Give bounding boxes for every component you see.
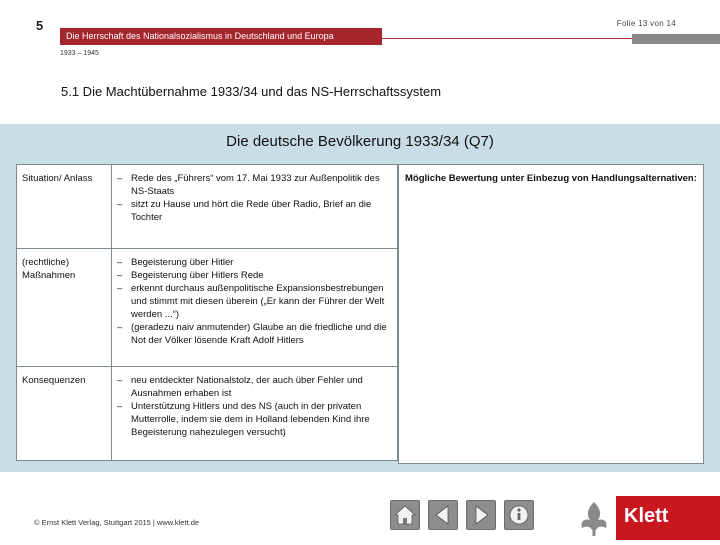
back-icon — [429, 501, 457, 529]
list-item: – erkennt durchaus außenpolitische Expansionsbestrebungen und stimmt mit diesen überein („Er kann der Führer der Welt werden ...“) — [117, 282, 392, 321]
back-button[interactable] — [428, 500, 458, 530]
list-item: – sitzt zu Hause und hört die Rede über Radio, Brief an die Tochter — [117, 198, 392, 224]
klett-logo — [572, 496, 720, 540]
list-item: – Unterstützung Hitlers und des NS (auch in der privaten Mutterrolle, indem sie dem in Holland lebenden Kind ihre Begeisterung nahezulegen versucht) — [117, 400, 392, 439]
row-content — [112, 165, 398, 249]
row-label: Situation/ Anlass — [17, 165, 112, 249]
klett-wordmark-box — [616, 496, 720, 540]
row-content — [112, 249, 398, 367]
forward-button[interactable] — [466, 500, 496, 530]
chapter-number: 5 — [36, 18, 44, 33]
list-item: – Begeisterung über Hitler — [117, 256, 392, 269]
slide-counter: Folie 13 von 14 — [616, 19, 676, 28]
table-row — [17, 249, 398, 367]
list-item: – neu entdeckter Nationalstolz, der auch über Fehler und Ausnahmen erhaben ist — [117, 374, 392, 400]
home-icon — [391, 501, 419, 529]
evaluation-label: Mögliche Bewertung unter Einbezug von Handlungsalternativen: — [405, 173, 697, 184]
analysis-table — [16, 164, 398, 461]
row-content — [112, 367, 398, 461]
list-item: – (geradezu naiv anmutender) Glaube an die friedliche und die Not der Völker lösende Kraft Adolf Hitlers — [117, 321, 392, 347]
list-item: – Begeisterung über Hitlers Rede — [117, 269, 392, 282]
copyright-notice: © Ernst Klett Verlag, Stuttgart 2015 | www.klett.de — [34, 518, 200, 527]
section-title: 5.1 Die Machtübernahme 1933/34 und das NS-Herrschaftssystem — [61, 84, 442, 99]
header-grey-bar — [632, 34, 720, 44]
chapter-dates: 1933 – 1945 — [60, 50, 99, 57]
forward-icon — [467, 501, 495, 529]
info-icon — [505, 501, 533, 529]
table-row — [17, 165, 398, 249]
info-button[interactable] — [504, 500, 534, 530]
home-button[interactable] — [390, 500, 420, 530]
content-heading: Die deutsche Bevölkerung 1933/34 (Q7) — [226, 133, 494, 150]
table-row — [17, 367, 398, 461]
chapter-title: Die Herrschaft des Nationalsozialismus in Deutschland und Europa — [66, 31, 334, 41]
klett-emblem-icon — [572, 496, 616, 540]
list-item: – Rede des „Führers“ vom 17. Mai 1933 zur Außenpolitik des NS-Staats — [117, 172, 392, 198]
klett-wordmark: Klett — [624, 505, 669, 527]
row-label: (rechtliche) Maßnahmen — [17, 249, 112, 367]
row-label: Konsequenzen — [17, 367, 112, 461]
evaluation-box — [398, 164, 704, 464]
